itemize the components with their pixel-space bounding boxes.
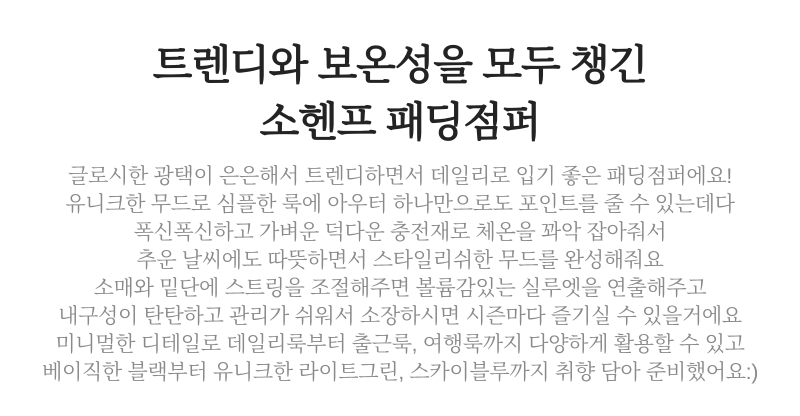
description-line: 폭신폭신하고 가벼운 덕다운 충전재로 체온을 꽈악 잡아줘서	[133, 221, 667, 244]
product-title	[0, 37, 800, 151]
description-line: 미니멀한 디테일로 데일리룩부터 출근룩, 여행룩까지 다양하게 활용할 수 있고	[55, 333, 745, 356]
product-title-line-2: 소헨프 패딩점퍼	[259, 99, 541, 145]
description-line: 내구성이 탄탄하고 관리가 쉬워서 소장하시면 시즌마다 즐기실 수 있을거에요	[58, 305, 742, 328]
product-description	[0, 163, 800, 387]
description-line: 베이직한 블랙부터 유니크한 라이트그린, 스카이블루까지 취향 담아 준비했어요:)	[41, 361, 759, 384]
description-line: 유니크한 무드로 심플한 룩에 아우터 하나만으로도 포인트를 줄 수 있는데다	[65, 193, 735, 216]
product-title-line-1: 트렌디와 보온성을 모두 챙긴	[152, 42, 648, 88]
description-line: 글로시한 광택이 은은해서 트렌디하면서 데일리로 입기 좋은 패딩점퍼에요!	[68, 165, 732, 188]
description-line: 추운 날씨에도 따뜻하면서 스타일리쉬한 무드를 완성해줘요	[136, 249, 664, 272]
description-line: 소매와 밑단에 스트링을 조절해주면 볼륨감있는 실루엣을 연출해주고	[93, 277, 707, 300]
